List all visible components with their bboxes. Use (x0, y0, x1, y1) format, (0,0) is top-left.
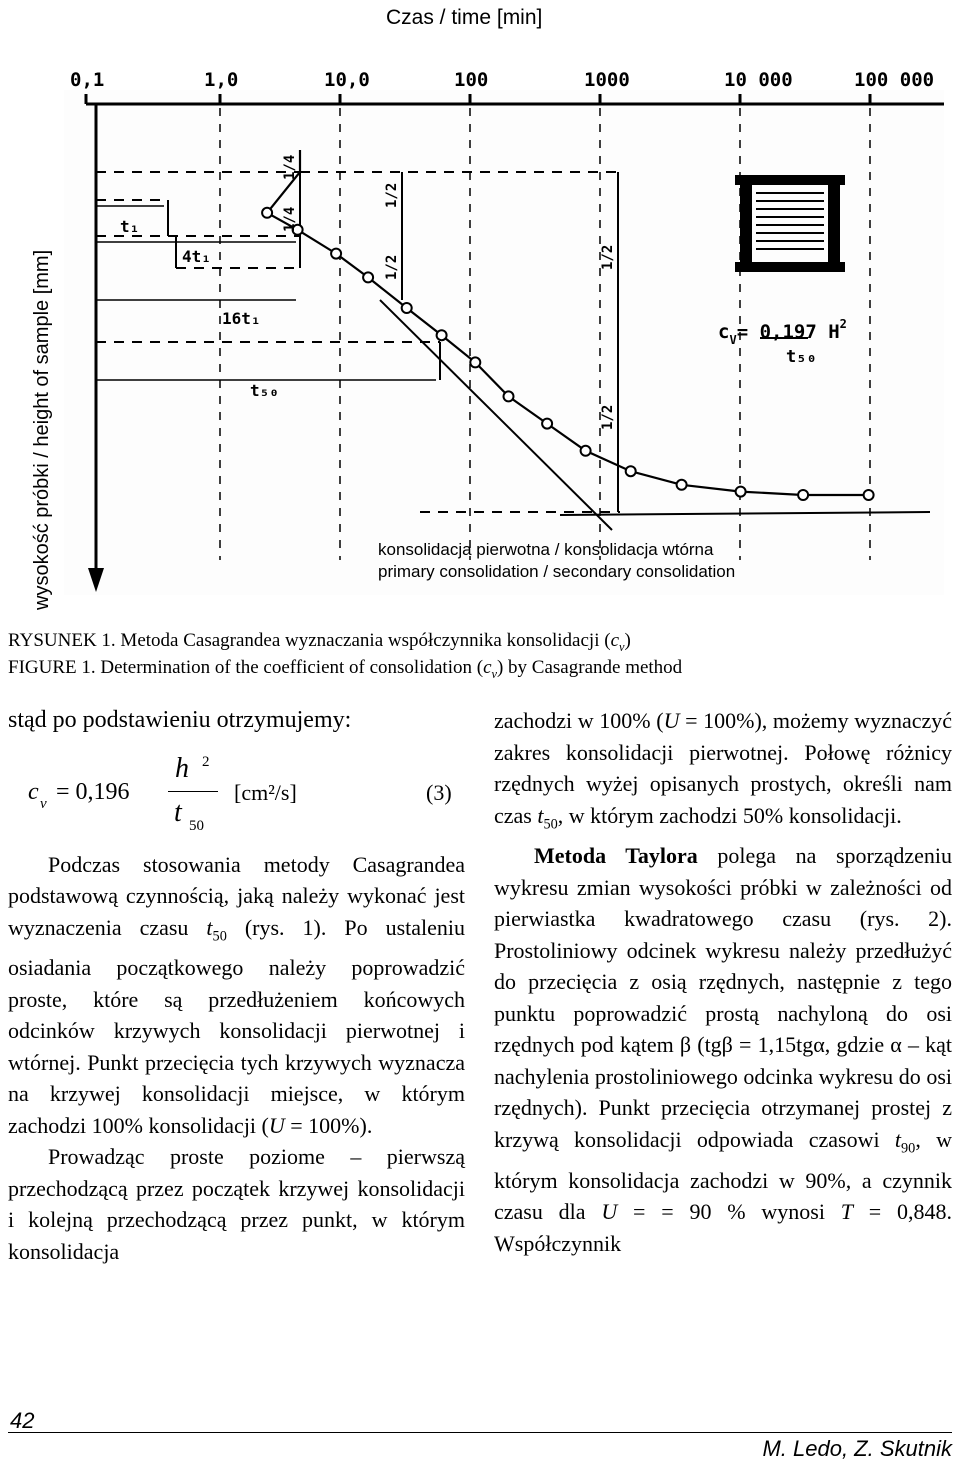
cv-denominator: t₅₀ (786, 347, 817, 367)
x-tick-label: 10 000 (724, 69, 793, 91)
x-tick-label: 1000 (584, 69, 630, 91)
data-point (581, 446, 591, 456)
legend-line-1: konsolidacja pierwotna / konsolidacja wtórna (378, 540, 714, 559)
label-half-b: 1/2 (384, 254, 400, 280)
label-4t1: 4t₁ (182, 247, 211, 266)
data-point (864, 490, 874, 500)
data-point (677, 480, 687, 490)
label-half-c: 1/2 (600, 244, 616, 270)
label-t50: t₅₀ (250, 381, 279, 400)
label-half-d: 1/2 (600, 404, 616, 430)
figure-caption-pl: RYSUNEK 1. Metoda Casagrandea wyznaczania współczynnika konsolidacji $(c_v)$ (8, 630, 631, 654)
left-column (8, 705, 465, 1267)
intro-line: stąd po podstawieniu otrzymujemy: (8, 707, 352, 733)
label-quarter-a: 1/4 (282, 206, 298, 232)
label-half-a: 1/2 (384, 182, 400, 208)
height-axis-label: wysokość próbki / height of sample [mm] (31, 249, 53, 610)
label-t1: t₁ (120, 217, 140, 236)
footer-authors: M. Ledo, Z. Skutnik (762, 1436, 952, 1461)
cv-formula: $c_V= 0,197$ $H^2$ (718, 317, 847, 347)
x-tick-label: 100 (454, 69, 489, 91)
label-quarter-b: 1/4 (282, 154, 298, 180)
left-paragraph-2: Prowadząc proste poziome – pierwszą przechodzącą przez początek krzywej konsolidacji i kolejną przechodzącą przez punkt, w którym konsolidacja (8, 1144, 465, 1264)
data-point (402, 303, 412, 313)
data-point (470, 357, 480, 367)
data-point (363, 272, 373, 282)
legend-line-2: primary consolidation / secondary consolidation (378, 562, 736, 581)
footer-rule (8, 1432, 952, 1433)
data-point (504, 391, 514, 401)
x-tick-label: 100 000 (854, 69, 935, 91)
equation-3: c v = 0,196 h 2 t 50 [cm²/s] (3) (28, 752, 452, 834)
data-point (736, 487, 746, 497)
page-number: 42 (10, 1408, 35, 1433)
data-point (262, 208, 272, 218)
x-tick-label: 0,1 (70, 69, 105, 91)
data-point (542, 419, 552, 429)
data-point (626, 466, 636, 476)
data-point (798, 490, 808, 500)
x-tick-label: 10,0 (324, 69, 370, 91)
figure-caption-en: FIGURE 1. Determination of the coefficient of consolidation $(c_v)$ by Casagrande method (8, 657, 683, 681)
label-16t1: 16t₁ (222, 309, 261, 328)
time-axis-label: Czas / time [min] (386, 6, 543, 29)
right-paragraph-1: zachodzi w 100% (U = 100%), możemy wyznaczyć zakres konsolidacji pierwotnej. Połowę różnicy rzędnych wyżej opisanych prostych, określi nam czas $t_{50}$, w którym zachodzi 50% konsolidacji. (494, 708, 952, 832)
data-point (437, 330, 447, 340)
right-paragraph-2: Metoda Taylora polega na sporządzeniu wykresu zmian wysokości próbki w zależności od pierwiastka kwadratowego czasu (rys. 2). Prostoliniowy odcinek wykresu należy przedłużyć do przecięcia z osią rzędnych, następnie z tego punktu poprowadzić prostą nachyloną do osi rzędnych pod kątem β (tgβ = 1,15tgα, gdzie α – kąt nachylenia prostoliniowego odcinka wykresu do osi rzędnych). Punkt przecięcia otrzymanej prostej z krzywą konsolidacji odpowiada czasowi $t_{90}$, w którym konsolidacja zachodzi w 90%, a czynnik czasu dla U = = 90 % wynosi T = 0,848. Współczynnik (494, 843, 953, 1256)
data-point (331, 249, 341, 259)
right-column (494, 705, 952, 1259)
left-paragraph-1: Podczas stosowania metody Casagrandea podstawową czynnością, jaką należy wykonać jest wyznaczenia czasu $t_{50}$ (rys. 1). Po ustaleniu osiadania początkowego należy poprowadzić proste, które są przedłużeniem końcowych odcinków krzywych konsolidacji pierwotnej i wtórnej. Punkt przecięcia tych krzywych wyznacza na krzywej konsolidacji miejsce, w którym zachodzi 100% konsolidacji (U = 100%). (8, 851, 465, 1138)
x-tick-label: 1,0 (204, 69, 239, 91)
casagrande-figure (0, 0, 960, 640)
